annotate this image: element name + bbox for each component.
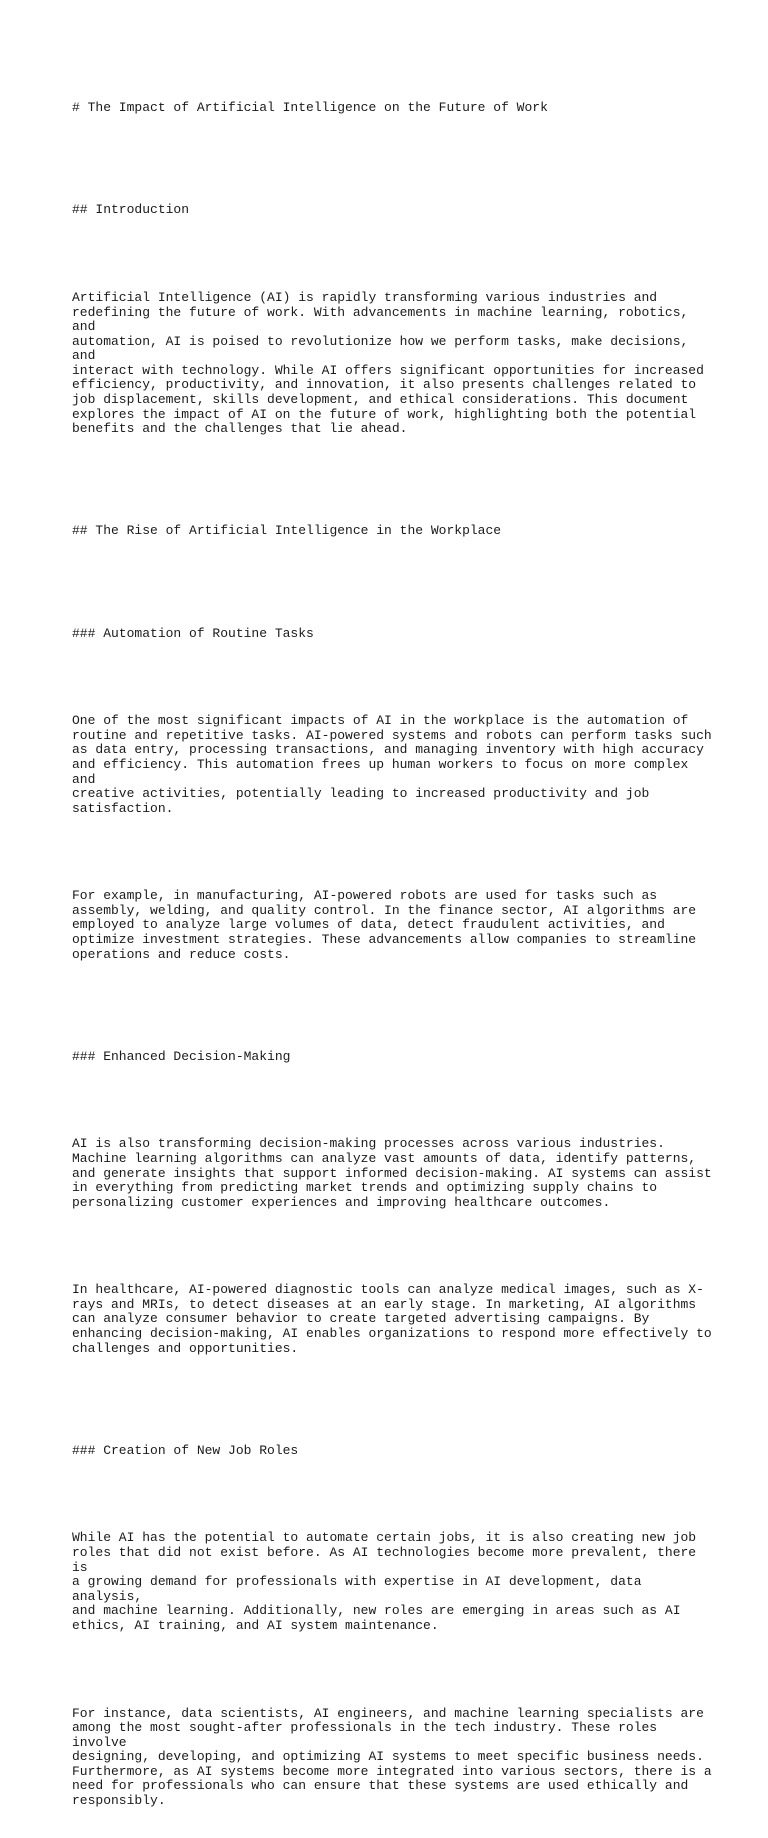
spacer xyxy=(72,845,712,860)
spacer xyxy=(72,991,712,1006)
spacer xyxy=(72,466,712,481)
spacer xyxy=(72,1240,712,1255)
new-roles-heading: ### Creation of New Job Roles xyxy=(72,1442,299,1458)
spacer xyxy=(72,670,712,685)
rise-heading: ## The Rise of Artificial Intelligence in the Workplace xyxy=(72,523,502,539)
decision-paragraph-1: AI is also transforming decision-making processes across various industries. Machine learning algorithms can analyze vast amounts of data, identify patterns, and generate insights that support informed decision-making. AI systems can assist in everything from predicting market trends and optimizing supply chains to personalizing customer experiences and improving healthcare outcomes. xyxy=(72,1136,712,1210)
spacer xyxy=(72,1488,712,1503)
automation-paragraph-1: One of the most significant impacts of AI in the workplace is the automation of routine and repetitive tasks. AI-powered systems and robots can perform tasks such as data entry, processing transactions, and managing inventory with high accuracy and efficiency. This automation frees up human workers to focus on more complex and creative activities, potentially leading to increased productivity and job satisfaction. xyxy=(72,713,712,816)
introduction-heading: ## Introduction xyxy=(72,202,190,218)
spacer xyxy=(72,145,712,160)
new-roles-paragraph-1: While AI has the potential to automate certain jobs, it is also creating new job roles that did not exist before. As AI technologies become more prevalent, there is a growing demand for professionals with expertise in AI development, data analysis, and machine learning. Additionally, new roles are emerging in areas such as AI ethics, AI training, and AI system maintenance. xyxy=(72,1530,697,1633)
automation-heading: ### Automation of Routine Tasks xyxy=(72,625,314,641)
spacer xyxy=(72,568,712,583)
spacer xyxy=(72,1094,712,1109)
introduction-paragraph: Artificial Intelligence (AI) is rapidly transforming various industries and redefining the future of work. With advancements in machine learning, robotics, and automation, AI is poised to revolutionize how we perform tasks, make decisions, and interact with technology. While AI offers significant opportunities for increased efficiency, productivity, and innovation, it also presents challenges related to job displacement, skills development, and ethical considerations. This document explores the impact of AI on the future of work, highlighting both the potential benefits and the challenges that lie ahead. xyxy=(72,289,704,437)
decision-heading: ### Enhanced Decision-Making xyxy=(72,1048,291,1064)
spacer xyxy=(72,1663,712,1678)
spacer xyxy=(72,247,712,262)
spacer xyxy=(72,1385,712,1400)
automation-paragraph-2: For example, in manufacturing, AI-powered robots are used for tasks such as assembly, welding, and quality control. In the finance sector, AI algorithms are employed to analyze large volumes of data, detect fraudulent activities, and optimize investment strategies. These advancements allow companies to streamline operations and reduce costs. xyxy=(72,888,697,962)
decision-paragraph-2: In healthcare, AI-powered diagnostic tools can analyze medical images, such as X- rays and MRIs, to detect diseases at an early stage. In marketing, AI algorithms can analyze consumer behavior to create targeted advertising campaigns. By enhancing decision-making, AI enables organizations to respond more effectively to challenges and opportunities. xyxy=(72,1282,712,1356)
document-title: # The Impact of Artificial Intelligence on the Future of Work xyxy=(72,100,548,116)
document-body xyxy=(72,72,712,1838)
new-roles-paragraph-2: For instance, data scientists, AI engineers, and machine learning specialists are among the most sought-after professionals in the tech industry. These roles involve designing, developing, and optimizing AI systems to meet specific business needs. Furthermore, as AI systems become more integrated into various sectors, there is a need for professionals who can ensure that these systems are used ethically and responsibly. xyxy=(72,1705,712,1809)
